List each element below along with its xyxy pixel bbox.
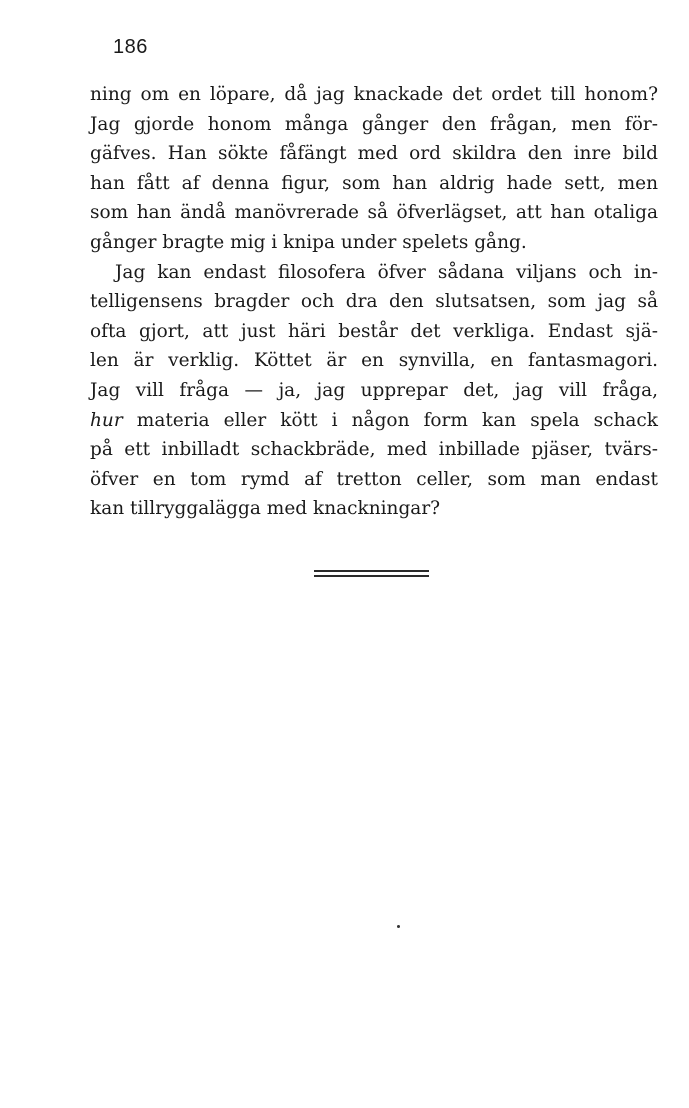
section-divider-bottom xyxy=(314,575,429,577)
section-divider-top xyxy=(314,570,429,572)
text-line: Jag gjorde honom många gånger den frågan, men för- xyxy=(90,113,658,135)
page-number: 186 xyxy=(113,36,148,58)
text-line: gäfves. Han sökte fåfängt med ord skildra den inre bild xyxy=(90,143,658,165)
text-line: len är verklig. Köttet är en synvilla, en fantasmagori. xyxy=(90,350,658,372)
text-line-with-italic xyxy=(90,406,658,436)
text-line: öfver en tom rymd af tretton celler, som man endast xyxy=(90,468,658,490)
text-line: kan tillryggalägga med knackningar? xyxy=(90,498,441,520)
text-line: han fått af denna figur, som han aldrig hade sett, men xyxy=(90,172,658,194)
text-line: ning om en löpare, då jag knackade det ordet till honom? xyxy=(90,84,658,105)
text-line: ofta gjort, att just häri består det verkliga. Endast sjä- xyxy=(90,320,658,342)
text-body xyxy=(90,80,658,524)
italic-word: hur xyxy=(90,409,123,431)
text-line: som han ändå manövrerade så öfverlägset, att han otaliga xyxy=(90,202,658,224)
text-line-rest: materia eller kött i någon form kan spela schack xyxy=(136,409,658,431)
text-line: telligensens bragder och dra den slutsatsen, som jag så xyxy=(90,291,658,313)
text-line: Jag vill fråga — ja, jag upprepar det, jag vill fråga, xyxy=(90,379,658,401)
text-line: på ett inbilladt schackbräde, med inbillade pjäser, tvärs- xyxy=(90,439,658,461)
paper-speck xyxy=(397,925,400,928)
text-line: gånger bragte mig i knipa under spelets gång. xyxy=(90,231,527,253)
text-line: Jag kan endast filosofera öfver sådana viljans och in- xyxy=(115,261,658,283)
